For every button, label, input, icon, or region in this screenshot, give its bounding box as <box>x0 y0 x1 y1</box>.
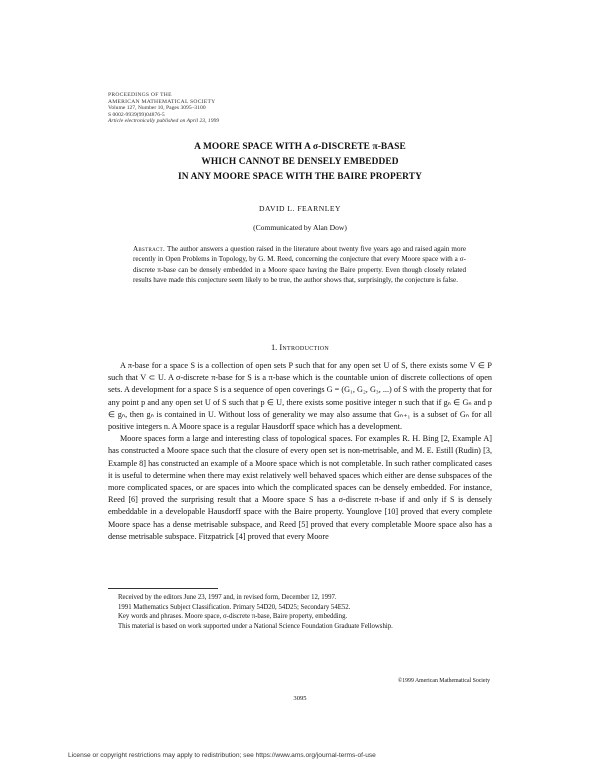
issn: S 0002-9939(99)04876-5 <box>108 111 165 118</box>
title-line-2: WHICH CANNOT BE DENSELY EMBEDDED <box>201 157 399 167</box>
journal-name-line1: PROCEEDINGS OF THE <box>108 92 172 98</box>
footnote-keywords: Key words and phrases. Moore space, σ-discrete π-base, Baire property, embedding. <box>118 613 348 621</box>
section-number: 1. <box>270 343 278 352</box>
abstract-label: Abstract. <box>133 245 166 253</box>
section-title: Introduction <box>279 343 330 352</box>
paragraph: Moore spaces form a large and interesting class of topological spaces. For examples R. H. Bing [2, Example A] has constructed a Moore space such that the closure of every open set is non-metrisable, and M. E. Estill (Rudin) [3, Example 8] has constructed an example of a Moore space which is not completable. In such rather complicated cases it is useful to determine when there may exist relatively well behaved spaces which either are dense subspaces of the more complicated spaces, or are spaces into which the complicated spaces can be densely embedded. For instance, Reed [6] proved the surprising result that a Moore space S has a σ-discrete π-base if and only if S is densely embeddable in a developable Hausdorff space with the Baire property. Younglove [10] proved that every complete Moore space has a dense metrisable subspace, and Reed [5] proved that every completable Moore space also has a dense metrisable subspace. Fitzpatrick [4] proved that every Moore <box>108 434 492 541</box>
title-line-3: IN ANY MOORE SPACE WITH THE BAIRE PROPERTY <box>178 172 422 182</box>
paragraph: A π-base for a space S is a collection of open sets P such that for any open set U of S, there exists some V ∈ P such that V ⊂ U. A σ-discrete π-base for S is a π-base which is the countable union of discrete collections of open sets. A development for a space S is a sequence of open coverings G = (G₁, G₂, G₃, ...) of S with the property that for any point p and any open set U of S such that p ∈ U, there exists some positive integer n such that if gₙ ∈ Gₙ and p ∈ gₙ, then gₙ is contained in U. Without loss of generality we may also assume that Gₙ₊₁ is a subset of Gₙ for all positive integers n. A Moore space is a regular Hausdorff space which has a development. <box>108 361 492 432</box>
volume-info: Volume 127, Number 10, Pages 3095–3100 <box>108 105 206 112</box>
footnote-received: Received by the editors June 23, 1997 and, in revised form, December 12, 1997. <box>118 594 337 601</box>
license-notice[interactable]: License or copyright restrictions may apply to redistribution; see https://www.ams.org/journal-terms-of-use <box>68 752 376 759</box>
page-number: 3095 <box>293 695 307 702</box>
footnote-msc: 1991 Mathematics Subject Classification. Primary 54D20, 54D25; Secondary 54E52. <box>118 603 351 611</box>
paper-title <box>108 140 492 185</box>
communicated-by: (Communicated by Alan Dow) <box>253 223 347 232</box>
title-line-1: A MOORE SPACE WITH A σ-DISCRETE π-BASE <box>194 142 406 152</box>
footnote-funding: This material is based on work supported under a National Science Foundation Graduate Fellowship. <box>118 622 393 630</box>
journal-header <box>108 92 408 125</box>
body-text <box>108 360 492 543</box>
author-name: DAVID L. FEARNLEY <box>259 204 341 213</box>
abstract-text: The author answers a question raised in the literature about twenty five years ago and raised again more recently in Open Problems in Topology, by G. M. Reed, concerning the conjecture that every Moore space with a σ-discrete π-base can be densely embedded in a Moore space having the Baire property. Even though closely related results have made this conjecture seem likely to be true, the author shows that, surprisingly, the conjecture is false. <box>133 245 466 285</box>
abstract <box>133 244 466 286</box>
section-heading <box>108 343 492 352</box>
copyright-notice: ©1999 American Mathematical Society <box>397 678 490 684</box>
journal-name-line2: AMERICAN MATHEMATICAL SOCIETY <box>108 98 216 105</box>
footnotes <box>108 588 492 631</box>
footnote-divider <box>108 588 218 589</box>
publication-date: Article electronically published on April 23, 1999 <box>108 118 220 125</box>
